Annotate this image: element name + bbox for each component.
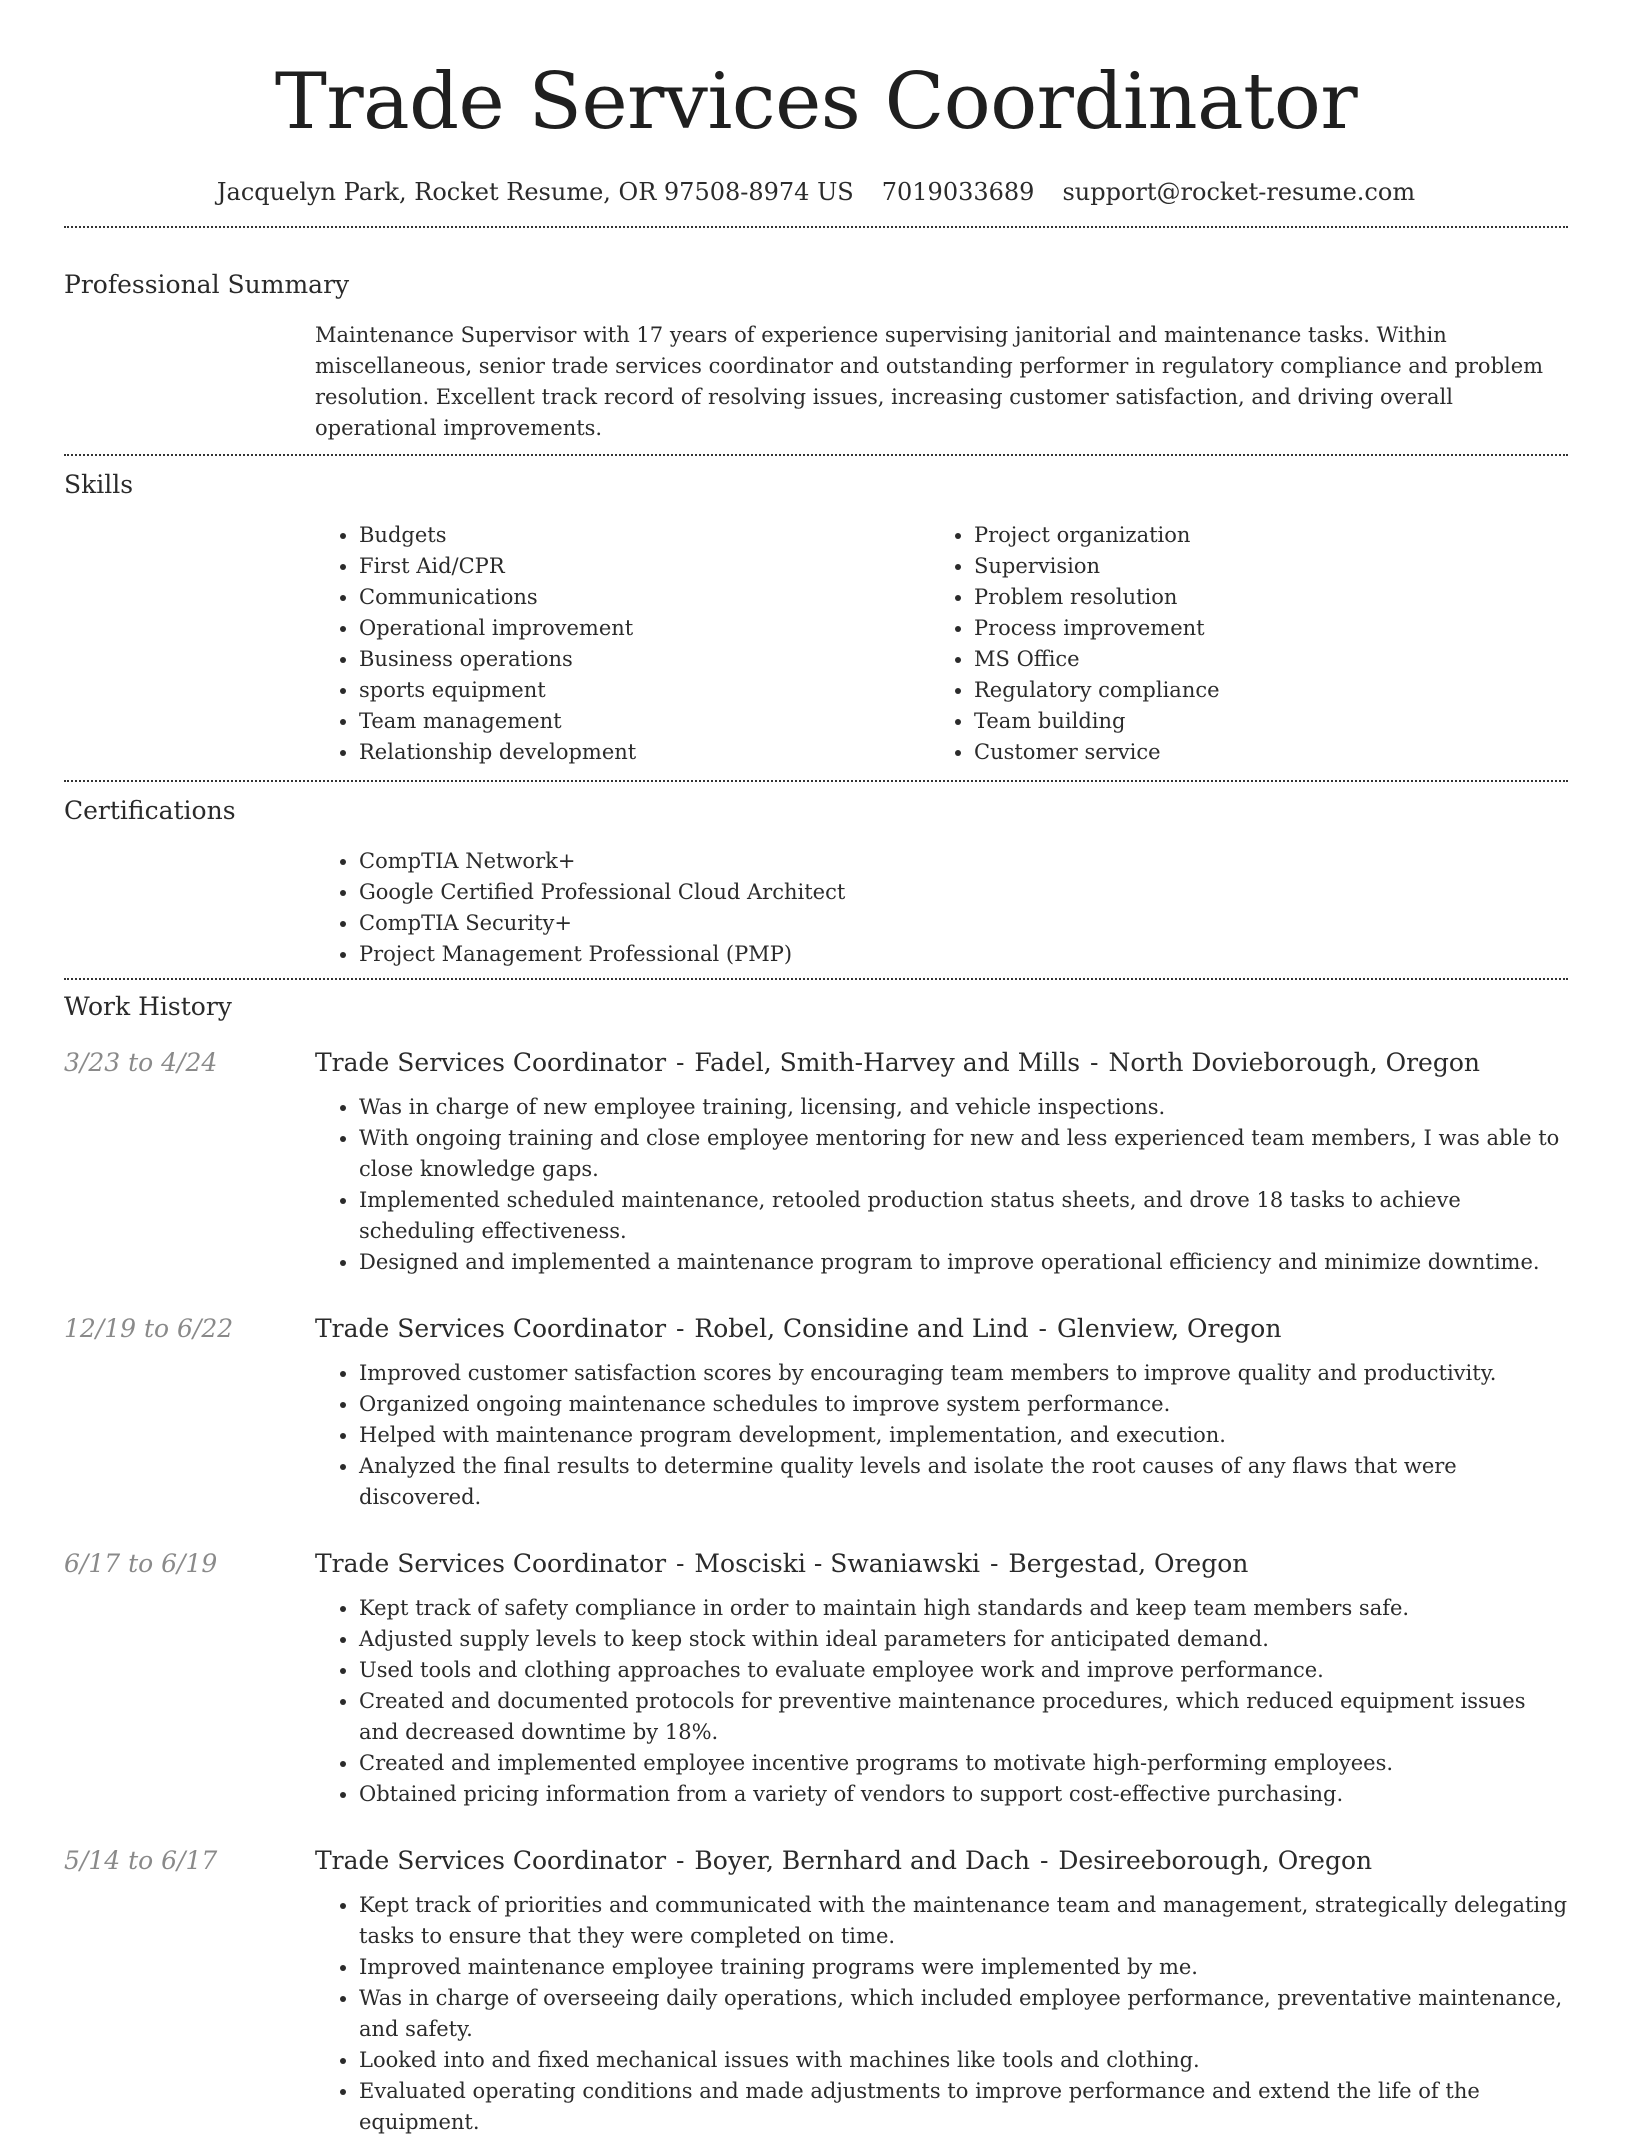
section-title-certifications: Certifications <box>64 796 236 825</box>
job-header-row <box>64 1547 1568 1581</box>
section-title-work-history: Work History <box>64 992 232 1021</box>
job-dates: 5/14 to 6/17 <box>64 1846 218 1875</box>
list-item: • Relationship development <box>359 737 930 768</box>
job-entry <box>64 1547 1568 1810</box>
job-entry <box>64 1046 1568 1278</box>
list-item: • Looked into and fixed mechanical issues with machines like tools and clothing. <box>359 2045 1568 2076</box>
list-item: • Communications <box>359 582 930 613</box>
section-title-summary: Professional Summary <box>64 270 350 299</box>
job-bullets <box>64 1593 1568 1810</box>
list-item: • Created and implemented employee incentive programs to motivate high-performing employees. <box>359 1748 1568 1779</box>
list-item: • Was in charge of overseeing daily operations, which included employee performance, preventative maintenance, and safety. <box>359 1983 1568 2045</box>
list-item: • Google Certified Professional Cloud Architect <box>359 877 1568 908</box>
list-item: • Project Management Professional (PMP) <box>359 939 1568 970</box>
job-location: Glenview, Oregon <box>1056 1314 1282 1343</box>
list-item: • Created and documented protocols for preventive maintenance procedures, which reduced equipment issues and decreased downtime by 18%. <box>359 1686 1568 1748</box>
list-item: • Team building <box>974 706 1545 737</box>
list-item: • Budgets <box>359 520 930 551</box>
list-item: • Was in charge of new employee training, licensing, and vehicle inspections. <box>359 1092 1568 1123</box>
list-item: • Business operations <box>359 644 930 675</box>
list-item: • Organized ongoing maintenance schedules to improve system performance. <box>359 1389 1568 1420</box>
job-company: Boyer, Bernhard and Dach <box>694 1846 1030 1875</box>
job-location: Bergestad, Oregon <box>1008 1549 1249 1578</box>
contact-address: Jacquelyn Park, Rocket Resume, OR 97508-8974 US <box>216 178 854 206</box>
job-bullets <box>64 1092 1568 1278</box>
job-heading <box>315 1046 1480 1080</box>
list-item: • CompTIA Network+ <box>359 846 1568 877</box>
job-separator: - <box>668 1314 693 1343</box>
skills-grid <box>64 520 1568 768</box>
list-item: • Team management <box>359 706 930 737</box>
section-title-skills: Skills <box>64 470 134 499</box>
summary-text: Maintenance Supervisor with 17 years of experience supervising janitorial and maintenance tasks. Within miscellaneous, senior trade services coordinator and outstanding performer in regulatory compliance and problem resolution. Excellent track record of resolving issues, increasing customer satisfaction, and driving overall operational improvements. <box>315 323 1544 440</box>
job-separator: - <box>1032 1846 1057 1875</box>
section-divider <box>64 226 1568 228</box>
skills-column-right <box>930 520 1545 768</box>
certifications-list <box>64 846 1568 970</box>
job-heading <box>315 1312 1281 1346</box>
resume-title: Trade Services Coordinator <box>274 57 1358 147</box>
list-item: • Improved customer satisfaction scores by encouraging team members to improve quality and productivity. <box>359 1358 1568 1389</box>
job-dates: 3/23 to 4/24 <box>64 1048 218 1077</box>
job-separator: - <box>1082 1048 1107 1077</box>
list-item: • Process improvement <box>974 613 1545 644</box>
list-item: • Project organization <box>974 520 1545 551</box>
list-item: • Used tools and clothing approaches to evaluate employee work and improve performance. <box>359 1655 1568 1686</box>
job-location: Desireeborough, Oregon <box>1058 1846 1373 1875</box>
job-bullets <box>64 1890 1568 2138</box>
section-divider <box>64 454 1568 456</box>
contact-line <box>64 176 1568 208</box>
job-role: Trade Services Coordinator <box>315 1314 667 1343</box>
list-item: • Operational improvement <box>359 613 930 644</box>
list-item: • CompTIA Security+ <box>359 908 1568 939</box>
job-entry <box>64 1312 1568 1513</box>
job-company: Mosciski - Swaniawski <box>694 1549 981 1578</box>
skills-column-left <box>315 520 930 768</box>
list-item: • Evaluated operating conditions and made adjustments to improve performance and extend the life of the equipment. <box>359 2076 1568 2138</box>
list-item: • Helped with maintenance program development, implementation, and execution. <box>359 1420 1568 1451</box>
list-item: • sports equipment <box>359 675 930 706</box>
job-heading <box>315 1844 1372 1878</box>
job-separator: - <box>668 1846 693 1875</box>
job-header-row <box>64 1844 1568 1878</box>
job-separator: - <box>1030 1314 1055 1343</box>
job-bullets <box>64 1358 1568 1513</box>
contact-email: support@rocket-resume.com <box>1062 178 1416 206</box>
list-item: • Regulatory compliance <box>974 675 1545 706</box>
job-separator: - <box>668 1549 693 1578</box>
list-item: • With ongoing training and close employee mentoring for new and less experienced team members, I was able to close knowledge gaps. <box>359 1123 1568 1185</box>
job-role: Trade Services Coordinator <box>315 1549 667 1578</box>
list-item: • Customer service <box>974 737 1545 768</box>
job-role: Trade Services Coordinator <box>315 1048 667 1077</box>
list-item: • MS Office <box>974 644 1545 675</box>
job-entry <box>64 1844 1568 2138</box>
section-divider <box>64 780 1568 782</box>
job-location: North Dovieborough, Oregon <box>1108 1048 1480 1077</box>
list-item: • Kept track of priorities and communicated with the maintenance team and management, strategically delegating tasks to ensure that they were completed on time. <box>359 1890 1568 1952</box>
list-item: • Implemented scheduled maintenance, retooled production status sheets, and drove 18 tasks to achieve scheduling effectiveness. <box>359 1185 1568 1247</box>
section-divider <box>64 978 1568 980</box>
list-item: • Supervision <box>974 551 1545 582</box>
list-item: • Designed and implemented a maintenance program to improve operational efficiency and minimize downtime. <box>359 1247 1568 1278</box>
list-item: • Problem resolution <box>974 582 1545 613</box>
job-role: Trade Services Coordinator <box>315 1846 667 1875</box>
job-heading <box>315 1547 1248 1581</box>
job-separator: - <box>668 1048 693 1077</box>
job-company: Fadel, Smith-Harvey and Mills <box>694 1048 1081 1077</box>
job-company: Robel, Considine and Lind <box>694 1314 1029 1343</box>
list-item: • Improved maintenance employee training programs were implemented by me. <box>359 1952 1568 1983</box>
list-item: • Obtained pricing information from a variety of vendors to support cost-effective purchasing. <box>359 1779 1568 1810</box>
job-header-row <box>64 1312 1568 1346</box>
list-item: • Analyzed the final results to determine quality levels and isolate the root causes of any flaws that were discovered. <box>359 1451 1568 1513</box>
contact-phone: 7019033689 <box>881 178 1035 206</box>
job-dates: 12/19 to 6/22 <box>64 1314 234 1343</box>
job-header-row <box>64 1046 1568 1080</box>
list-item: • First Aid/CPR <box>359 551 930 582</box>
job-dates: 6/17 to 6/19 <box>64 1549 218 1578</box>
job-separator: - <box>982 1549 1007 1578</box>
list-item: • Kept track of safety compliance in order to maintain high standards and keep team members safe. <box>359 1593 1568 1624</box>
list-item: • Adjusted supply levels to keep stock within ideal parameters for anticipated demand. <box>359 1624 1568 1655</box>
